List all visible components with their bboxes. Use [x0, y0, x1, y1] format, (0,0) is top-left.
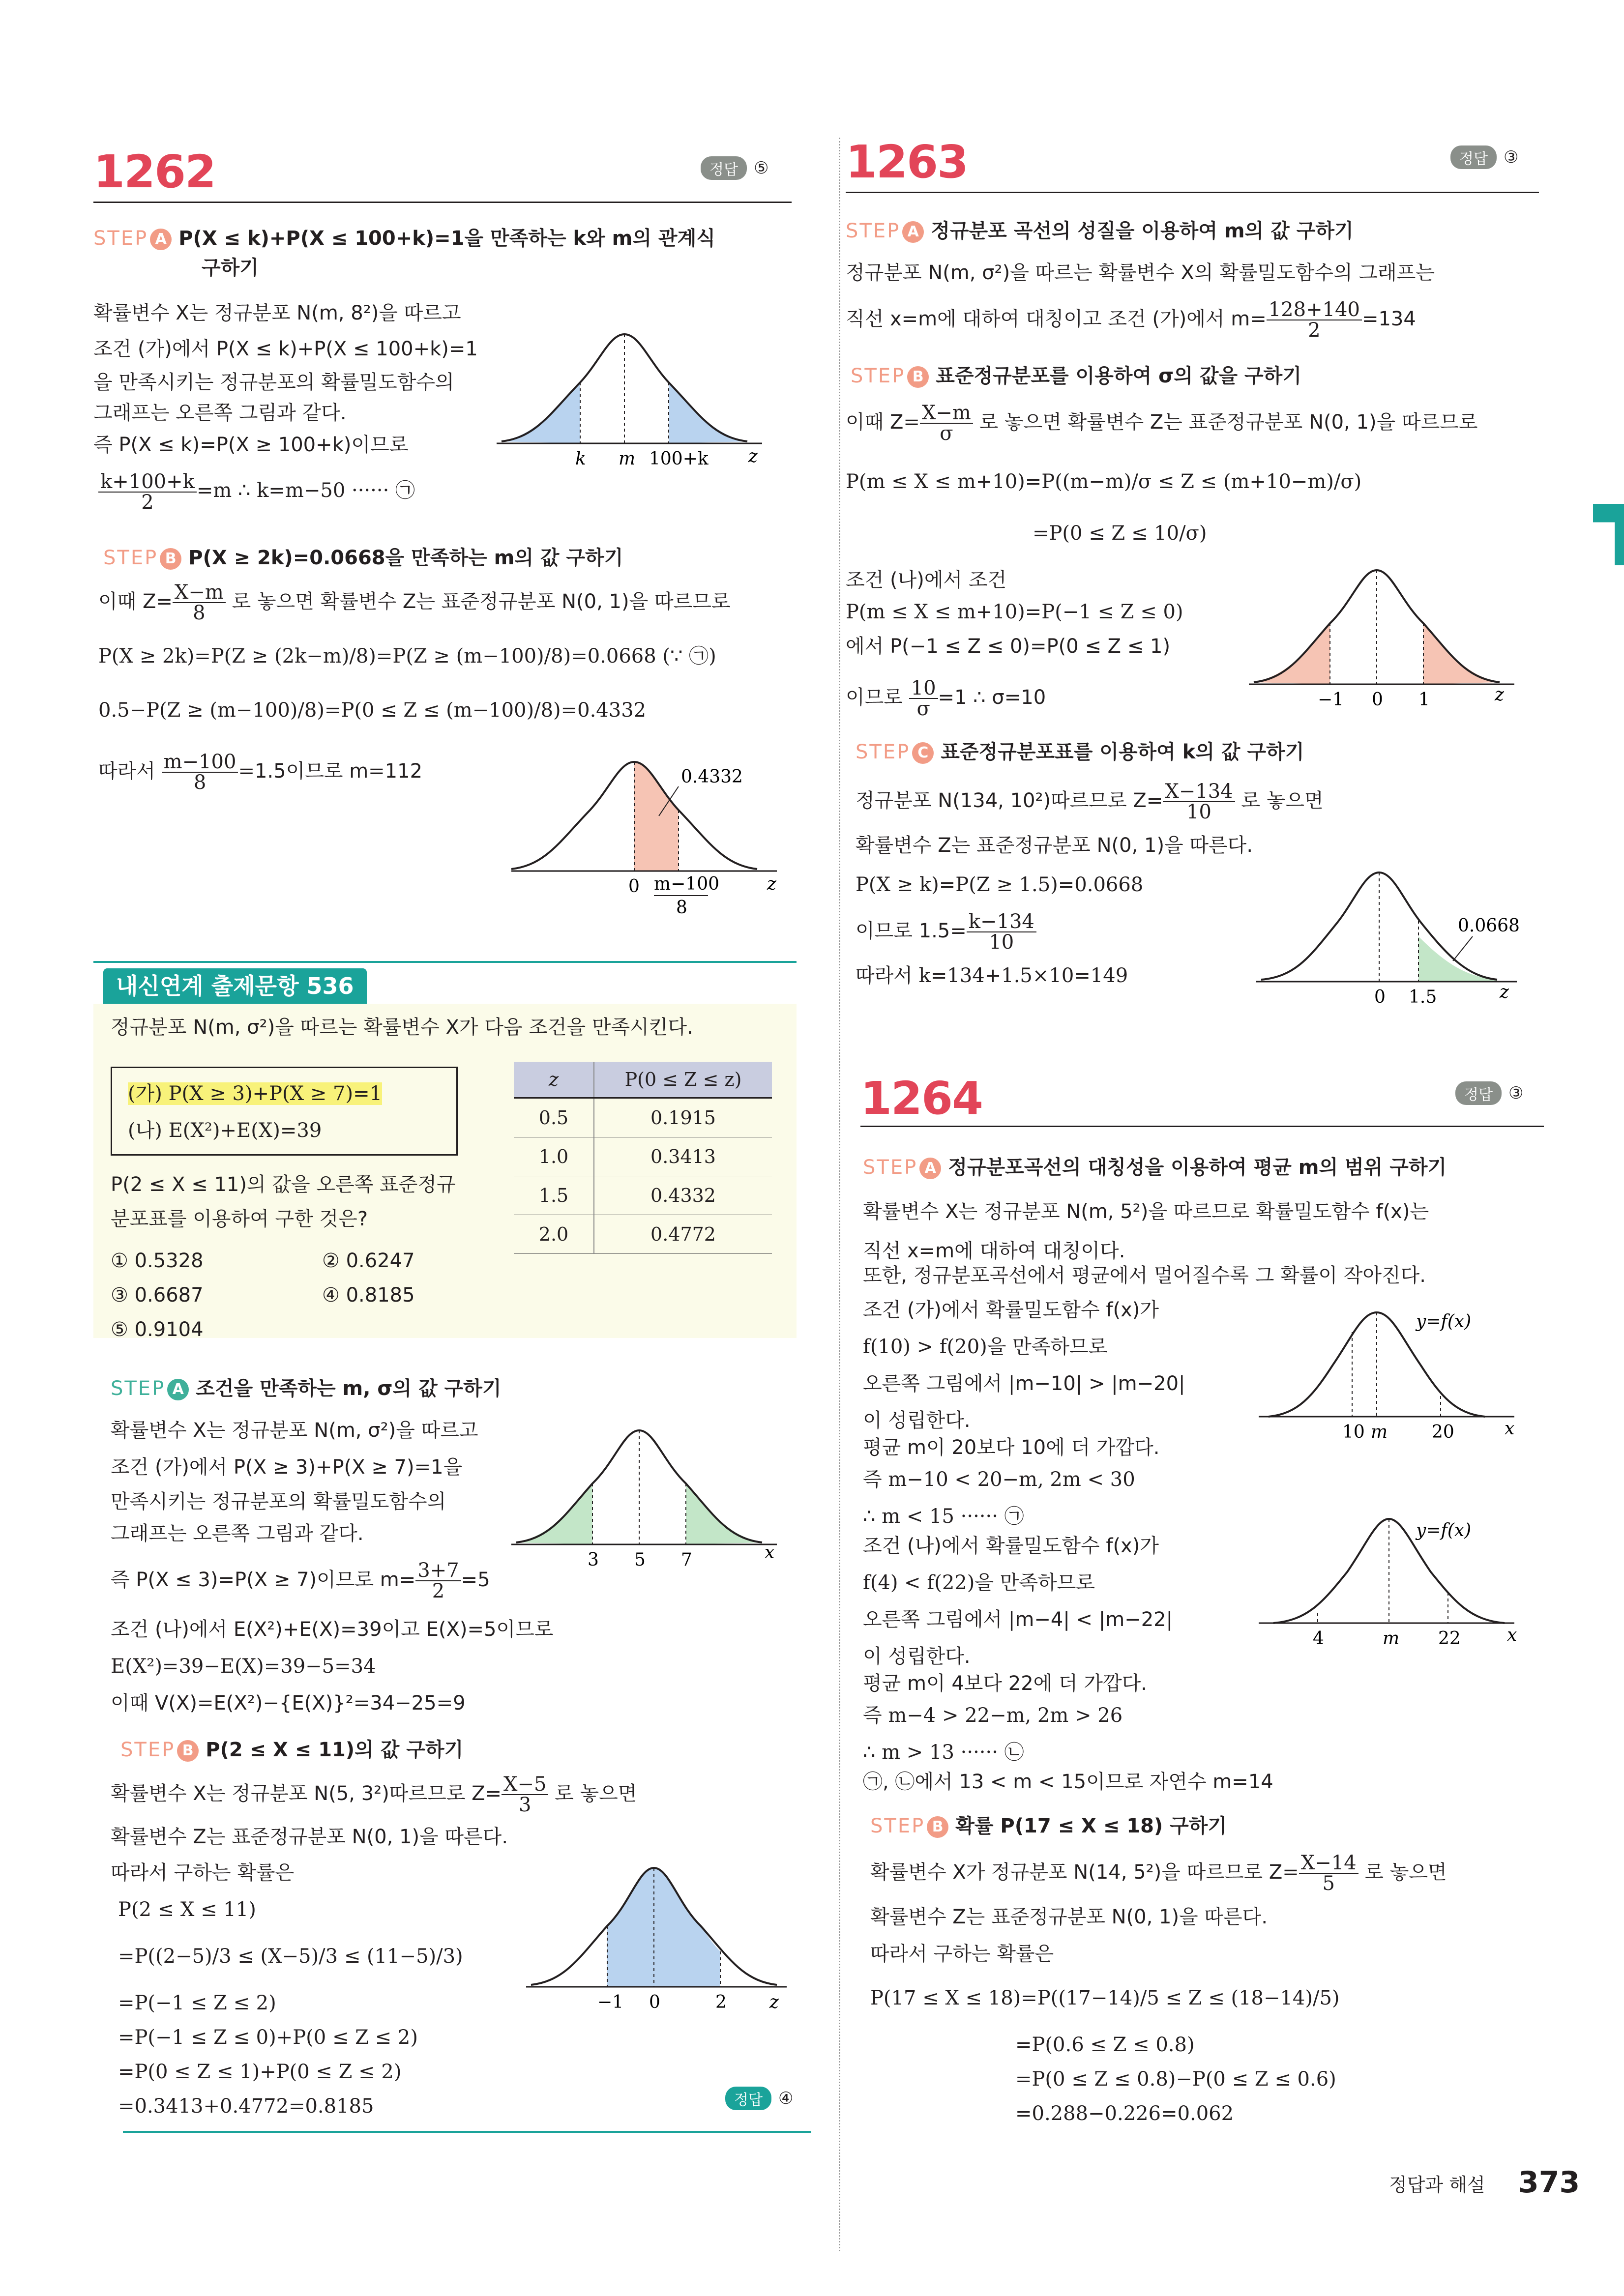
right-tail-shade	[669, 382, 747, 443]
axis-label: z	[748, 446, 758, 466]
text-line: 직선 x=m에 대하여 대칭이다.	[863, 1240, 1125, 1262]
normal-curve-graph	[1256, 863, 1532, 1010]
table-header: P(0 ≤ Z ≤ z)	[594, 1062, 772, 1098]
text-line: 조건 (가)에서 P(X ≤ k)+P(X ≤ 100+k)=1	[93, 338, 478, 360]
answer-label: 정답	[1450, 145, 1497, 169]
fraction-line: $\frac{k+100+k}{2}$ =m ∴ k=m−50 ······ ㉠	[98, 472, 415, 512]
axis-label: 0	[649, 1992, 660, 2012]
step-b-heading: STEP B P(2 ≤ X ≤ 11)의 값 구하기	[120, 1739, 464, 1761]
answer-label: 정답	[725, 2087, 771, 2110]
pdf-graph-1	[1259, 1298, 1534, 1445]
text-line: 그래프는 오른쪽 그림과 같다.	[111, 1522, 364, 1545]
left-tail-shade	[502, 382, 580, 443]
axis-label: k	[575, 449, 586, 469]
text-line: =P(0 ≤ Z ≤ 1)+P(0 ≤ Z ≤ 2)	[118, 2061, 402, 2083]
normal-curve-graph	[511, 742, 787, 919]
text-line: 확률변수 Z는 표준정규분포 N(0, 1)을 따른다.	[111, 1826, 508, 1848]
text-line: 확률변수 Z는 표준정규분포 N(0, 1)을 따른다.	[856, 834, 1253, 857]
text-line: 조건 (나)에서 확률밀도함수 f(x)가	[863, 1535, 1159, 1557]
choice-1[interactable]: ① 0.5328	[111, 1250, 204, 1272]
fraction-line: 이때 Z= $\frac{X-m}{8}$ 로 놓으면 확률변수 Z는 표준정규분포 N(0, 1)을 따르므로	[98, 581, 731, 624]
value-label: 0.4332	[681, 767, 743, 787]
condition-ga: (가) P(X ≥ 3)+P(X ≥ 7)=1	[128, 1082, 383, 1105]
text-line: 이때 V(X)=E(X²)−{E(X)}²=34−25=9	[111, 1692, 466, 1715]
box-header: 내신연계 출제문항 536	[103, 968, 367, 1004]
side-tab	[1593, 504, 1624, 565]
text-line: ∴ m < 15 ······ ㉠	[863, 1505, 1024, 1528]
pdf-graph-2	[1259, 1504, 1534, 1652]
text-line: ㉠, ㉡에서 13 < m < 15이므로 자연수 m=14	[863, 1771, 1273, 1793]
axis-label: m	[1371, 1422, 1388, 1442]
question-line: 분포표를 이용하여 구한 것은?	[111, 1208, 368, 1230]
text-line: 따라서 구하는 확률은	[111, 1861, 295, 1884]
text-line: 0.5−P(Z ≥ (m−100)/8)=P(0 ≤ Z ≤ (m−100)/8)=0.4332	[98, 699, 647, 722]
text-line: P(m ≤ X ≤ m+10)=P(−1 ≤ Z ≤ 0)	[846, 601, 1183, 623]
function-label: y=f(x)	[1416, 1311, 1472, 1332]
text-line: 즉 P(X ≤ k)=P(X ≥ 100+k)이므로	[93, 434, 409, 456]
text-line: 즉 m−4 > 22−m, 2m > 26	[863, 1704, 1123, 1727]
axis-label: 5	[634, 1550, 646, 1570]
footer-label: 정답과 해설	[1389, 2174, 1485, 2196]
axis-label: 2	[715, 1992, 727, 2012]
text-line: 평균 m이 20보다 10에 더 가깝다.	[863, 1436, 1160, 1459]
text-line: P(X ≥ 2k)=P(Z ≥ (2k−m)/8)=P(Z ≥ (m−100)/8)=0.0668 (∵ ㉠)	[98, 645, 716, 668]
text-line: 오른쪽 그림에서 |m−10| > |m−20|	[863, 1372, 1185, 1395]
text-line: ∴ m > 13 ······ ㉡	[863, 1741, 1024, 1764]
shade-region	[1418, 936, 1497, 982]
text-line: 확률변수 X는 정규분포 N(m, 8²)을 따르고	[93, 302, 461, 324]
text-line: 에서 P(−1 ≤ Z ≤ 0)=P(0 ≤ Z ≤ 1)	[846, 635, 1171, 658]
axis-label: 10	[1342, 1422, 1365, 1442]
choice-5[interactable]: ⑤ 0.9104	[111, 1318, 204, 1341]
axis-label: 22	[1438, 1628, 1461, 1649]
text-line: P(2 ≤ X ≤ 11)	[118, 1898, 256, 1921]
axis-label: m−100	[654, 874, 720, 894]
axis-label: 7	[681, 1550, 692, 1570]
text-line: =P(0 ≤ Z ≤ 0.8)−P(0 ≤ Z ≤ 0.6)	[1015, 2068, 1336, 2091]
text-line: 그래프는 오른쪽 그림과 같다.	[93, 402, 347, 424]
text-line: 조건 (가)에서 확률밀도함수 f(x)가	[863, 1299, 1159, 1321]
fraction-line: 확률변수 X는 정규분포 N(5, 3²)따르므로 Z= $\frac{X-5}{3}$ 로 놓으면	[111, 1773, 637, 1816]
answer-label: 정답	[1455, 1081, 1502, 1105]
normal-curve-graph	[511, 1416, 787, 1573]
choice-2[interactable]: ② 0.6247	[322, 1250, 415, 1272]
text-line: P(X ≥ k)=P(Z ≥ 1.5)=0.0668	[856, 873, 1144, 896]
text-line: =P(−1 ≤ Z ≤ 2)	[118, 1992, 276, 2014]
text-line: =0.3413+0.4772=0.8185	[118, 2095, 374, 2118]
answer-badge-1262	[701, 156, 768, 180]
z-table	[514, 1062, 772, 1254]
text-line: 이 성립한다.	[863, 1409, 971, 1432]
step-a-heading-cont: 구하기	[202, 257, 259, 279]
axis-label: m	[1383, 1628, 1400, 1649]
axis-label: x	[1505, 1419, 1515, 1439]
text-line: 을 만족시키는 정규분포의 확률밀도함수의	[93, 371, 454, 394]
answer-value: ⑤	[753, 158, 769, 178]
axis-label: z	[1500, 982, 1509, 1002]
condition-na: (나) E(X²)+E(X)=39	[128, 1119, 322, 1142]
text-line: f(10) > f(20)을 만족하므로	[863, 1336, 1108, 1358]
function-label: y=f(x)	[1416, 1520, 1472, 1540]
step-a-heading: STEP A 조건을 만족하는 m, σ의 값 구하기	[111, 1377, 502, 1400]
text-line: 조건 (가)에서 P(X ≥ 3)+P(X ≥ 7)=1을	[111, 1456, 463, 1479]
step-b-heading: STEP B 표준정규분포를 이용하여 σ의 값을 구하기	[851, 365, 1301, 387]
answer-badge-536	[725, 2087, 793, 2110]
problem-number-1263: 1263	[846, 136, 968, 188]
text-line: E(X²)=39−E(X)=39−5=34	[111, 1655, 376, 1678]
text-line: 정규분포 N(m, σ²)을 따르는 확률변수 X의 확률밀도함수의 그래프는	[846, 262, 1435, 284]
text-line: f(4) < f(22)을 만족하므로	[863, 1571, 1095, 1594]
axis-label: 1.5	[1409, 987, 1437, 1007]
axis-label: x	[765, 1542, 775, 1563]
table-row: 2.0 0.4772	[514, 1215, 772, 1254]
text-line: 확률변수 X는 정규분포 N(m, 5²)을 따르므로 확률밀도함수 f(x)는	[863, 1200, 1429, 1223]
axis-label: −1	[1318, 690, 1344, 710]
text-line: =P((2−5)/3 ≤ (X−5)/3 ≤ (11−5)/3)	[118, 1945, 463, 1968]
box-bottom-rule	[123, 2131, 811, 2133]
axis-label: z	[769, 1992, 779, 2012]
answer-badge-1263	[1450, 145, 1518, 169]
fraction-line: 이때 Z= $\frac{X-m}{\sigma}$ 로 놓으면 확률변수 Z는 표준정규분포 N(0, 1)을 따르므로	[846, 402, 1478, 445]
text-line: 따라서 구하는 확률은	[870, 1943, 1054, 1965]
step-b-heading: STEP B P(X ≥ 2k)=0.0668을 만족하는 m의 값 구하기	[103, 547, 623, 569]
axis-label: 100+k	[649, 449, 709, 469]
axis-label: 4	[1313, 1628, 1324, 1649]
step-a-heading: STEP A 정규분포 곡선의 성질을 이용하여 m의 값 구하기	[846, 220, 1354, 242]
axis-label: z	[1495, 685, 1504, 705]
axis-label: 0	[628, 876, 640, 897]
page-number: 373	[1518, 2165, 1580, 2200]
table-row: 1.5 0.4332	[514, 1176, 772, 1215]
text-line: 정규분포 N(m, σ²)을 따르는 확률변수 X가 다음 조건을 만족시킨다.	[111, 1016, 693, 1039]
axis-label: 20	[1432, 1422, 1454, 1442]
shade-region	[634, 762, 679, 871]
text-line: 확률변수 Z는 표준정규분포 N(0, 1)을 따른다.	[870, 1906, 1268, 1928]
normal-curve-graph	[1249, 555, 1524, 713]
step-c-heading: STEP C 표준정규분포표를 이용하여 k의 값 구하기	[856, 741, 1304, 763]
shade-region	[607, 1868, 720, 1987]
text-line: 이 성립한다.	[863, 1645, 971, 1668]
text-line: 확률변수 X는 정규분포 N(m, σ²)을 따르고	[111, 1419, 478, 1442]
text-line: =P(0 ≤ Z ≤ 10/σ)	[1033, 522, 1207, 545]
axis-label: 1	[1418, 690, 1430, 710]
text-line: 즉 m−10 < 20−m, 2m < 30	[863, 1468, 1135, 1491]
shade-right-tail	[1423, 623, 1500, 684]
table-row: 0.5 0.1915	[514, 1098, 772, 1137]
step-a-heading: STEP A P(X ≤ k)+P(X ≤ 100+k)=1을 만족하는 k와 m의 관계식	[93, 227, 715, 250]
text-line: =0.288−0.226=0.062	[1015, 2102, 1234, 2125]
box-top-rule	[93, 961, 797, 963]
fraction-line: 따라서 $\frac{m-100}{8}$ =1.5이므로 m=112	[98, 751, 423, 794]
text-line: 조건 (나)에서 조건	[846, 569, 1007, 591]
axis-label: 0	[1372, 690, 1383, 710]
fraction-line: 정규분포 N(134, 10²)따르므로 Z= $\frac{X-134}{10}$ 로 놓으면	[856, 780, 1324, 823]
choice-3[interactable]: ③ 0.6687	[111, 1284, 204, 1307]
column-divider	[839, 138, 840, 2251]
answer-value: ④	[778, 2089, 794, 2108]
text-line: 조건 (나)에서 E(X²)+E(X)=39이고 E(X)=5이므로	[111, 1618, 554, 1641]
text-line: 평균 m이 4보다 22에 더 가깝다.	[863, 1672, 1148, 1695]
text-line: =P(0.6 ≤ Z ≤ 0.8)	[1015, 2034, 1195, 2056]
shade-left-tail	[1254, 623, 1330, 684]
axis-label: z	[767, 874, 776, 894]
divider-1263	[846, 192, 1539, 193]
axis-label: x	[1507, 1625, 1517, 1645]
normal-curve-graph	[526, 1858, 792, 2015]
text-line: 오른쪽 그림에서 |m−4| < |m−22|	[863, 1608, 1173, 1631]
divider-1264	[860, 1126, 1544, 1127]
question-line: P(2 ≤ X ≤ 11)의 값을 오른쪽 표준정규	[111, 1173, 456, 1196]
problem-number-1264: 1264	[860, 1072, 983, 1125]
step-a-heading: STEP A 정규분포곡선의 대칭성을 이용하여 평균 m의 범위 구하기	[863, 1156, 1447, 1179]
fraction-line: 직선 x=m에 대하여 대칭이고 조건 (가)에서 m= $\frac{128+140}{2}$ =134	[846, 298, 1416, 342]
divider-1262	[93, 202, 792, 203]
table-row: 1.0 0.3413	[514, 1137, 772, 1176]
problem-number-1262: 1262	[93, 145, 216, 198]
fraction-line: 즉 P(X ≤ 3)=P(X ≥ 7)이므로 m= $\frac{3+7}{2}$ =5	[111, 1559, 490, 1602]
answer-badge-1264	[1455, 1081, 1523, 1105]
axis-label: 3	[588, 1550, 599, 1570]
answer-label: 정답	[701, 156, 747, 180]
text-line: P(m ≤ X ≤ m+10)=P((m−m)/σ ≤ Z ≤ (m+10−m)/σ)	[846, 470, 1362, 493]
choice-4[interactable]: ④ 0.8185	[322, 1284, 415, 1307]
fraction-line: 확률변수 X가 정규분포 N(14, 5²)을 따르므로 Z= $\frac{X-14}{5}$ 로 놓으면	[870, 1852, 1447, 1895]
answer-value: ③	[1508, 1083, 1524, 1103]
table-header: z	[514, 1062, 594, 1098]
fraction-line: 이므로 1.5= $\frac{k-134}{10}$	[856, 912, 1036, 952]
fraction-line: 이므로 $\frac{10}{\sigma}$ =1 ∴ σ=10	[846, 677, 1046, 720]
text-line: 또한, 정규분포곡선에서 평균에서 멀어질수록 그 확률이 작아진다.	[863, 1264, 1426, 1287]
text-line: P(17 ≤ X ≤ 18)=P((17−14)/5 ≤ Z ≤ (18−14)/5)	[870, 1987, 1340, 2009]
answer-value: ③	[1503, 147, 1519, 167]
axis-label: m	[619, 449, 636, 469]
text-line: 따라서 k=134+1.5×10=149	[856, 964, 1128, 987]
left-tail-shade	[516, 1483, 592, 1544]
value-label: 0.0668	[1458, 916, 1520, 936]
axis-label: 8	[676, 898, 687, 918]
text-line: 만족시키는 정규분포의 확률밀도함수의	[111, 1490, 446, 1513]
normal-curve-graph	[497, 315, 772, 472]
text-line: =P(−1 ≤ Z ≤ 0)+P(0 ≤ Z ≤ 2)	[118, 2026, 418, 2049]
axis-label: 0	[1374, 987, 1386, 1007]
axis-label: −1	[597, 1992, 624, 2012]
right-tail-shade	[686, 1483, 762, 1544]
step-b-heading: STEP B 확률 P(17 ≤ X ≤ 18) 구하기	[870, 1815, 1227, 1837]
